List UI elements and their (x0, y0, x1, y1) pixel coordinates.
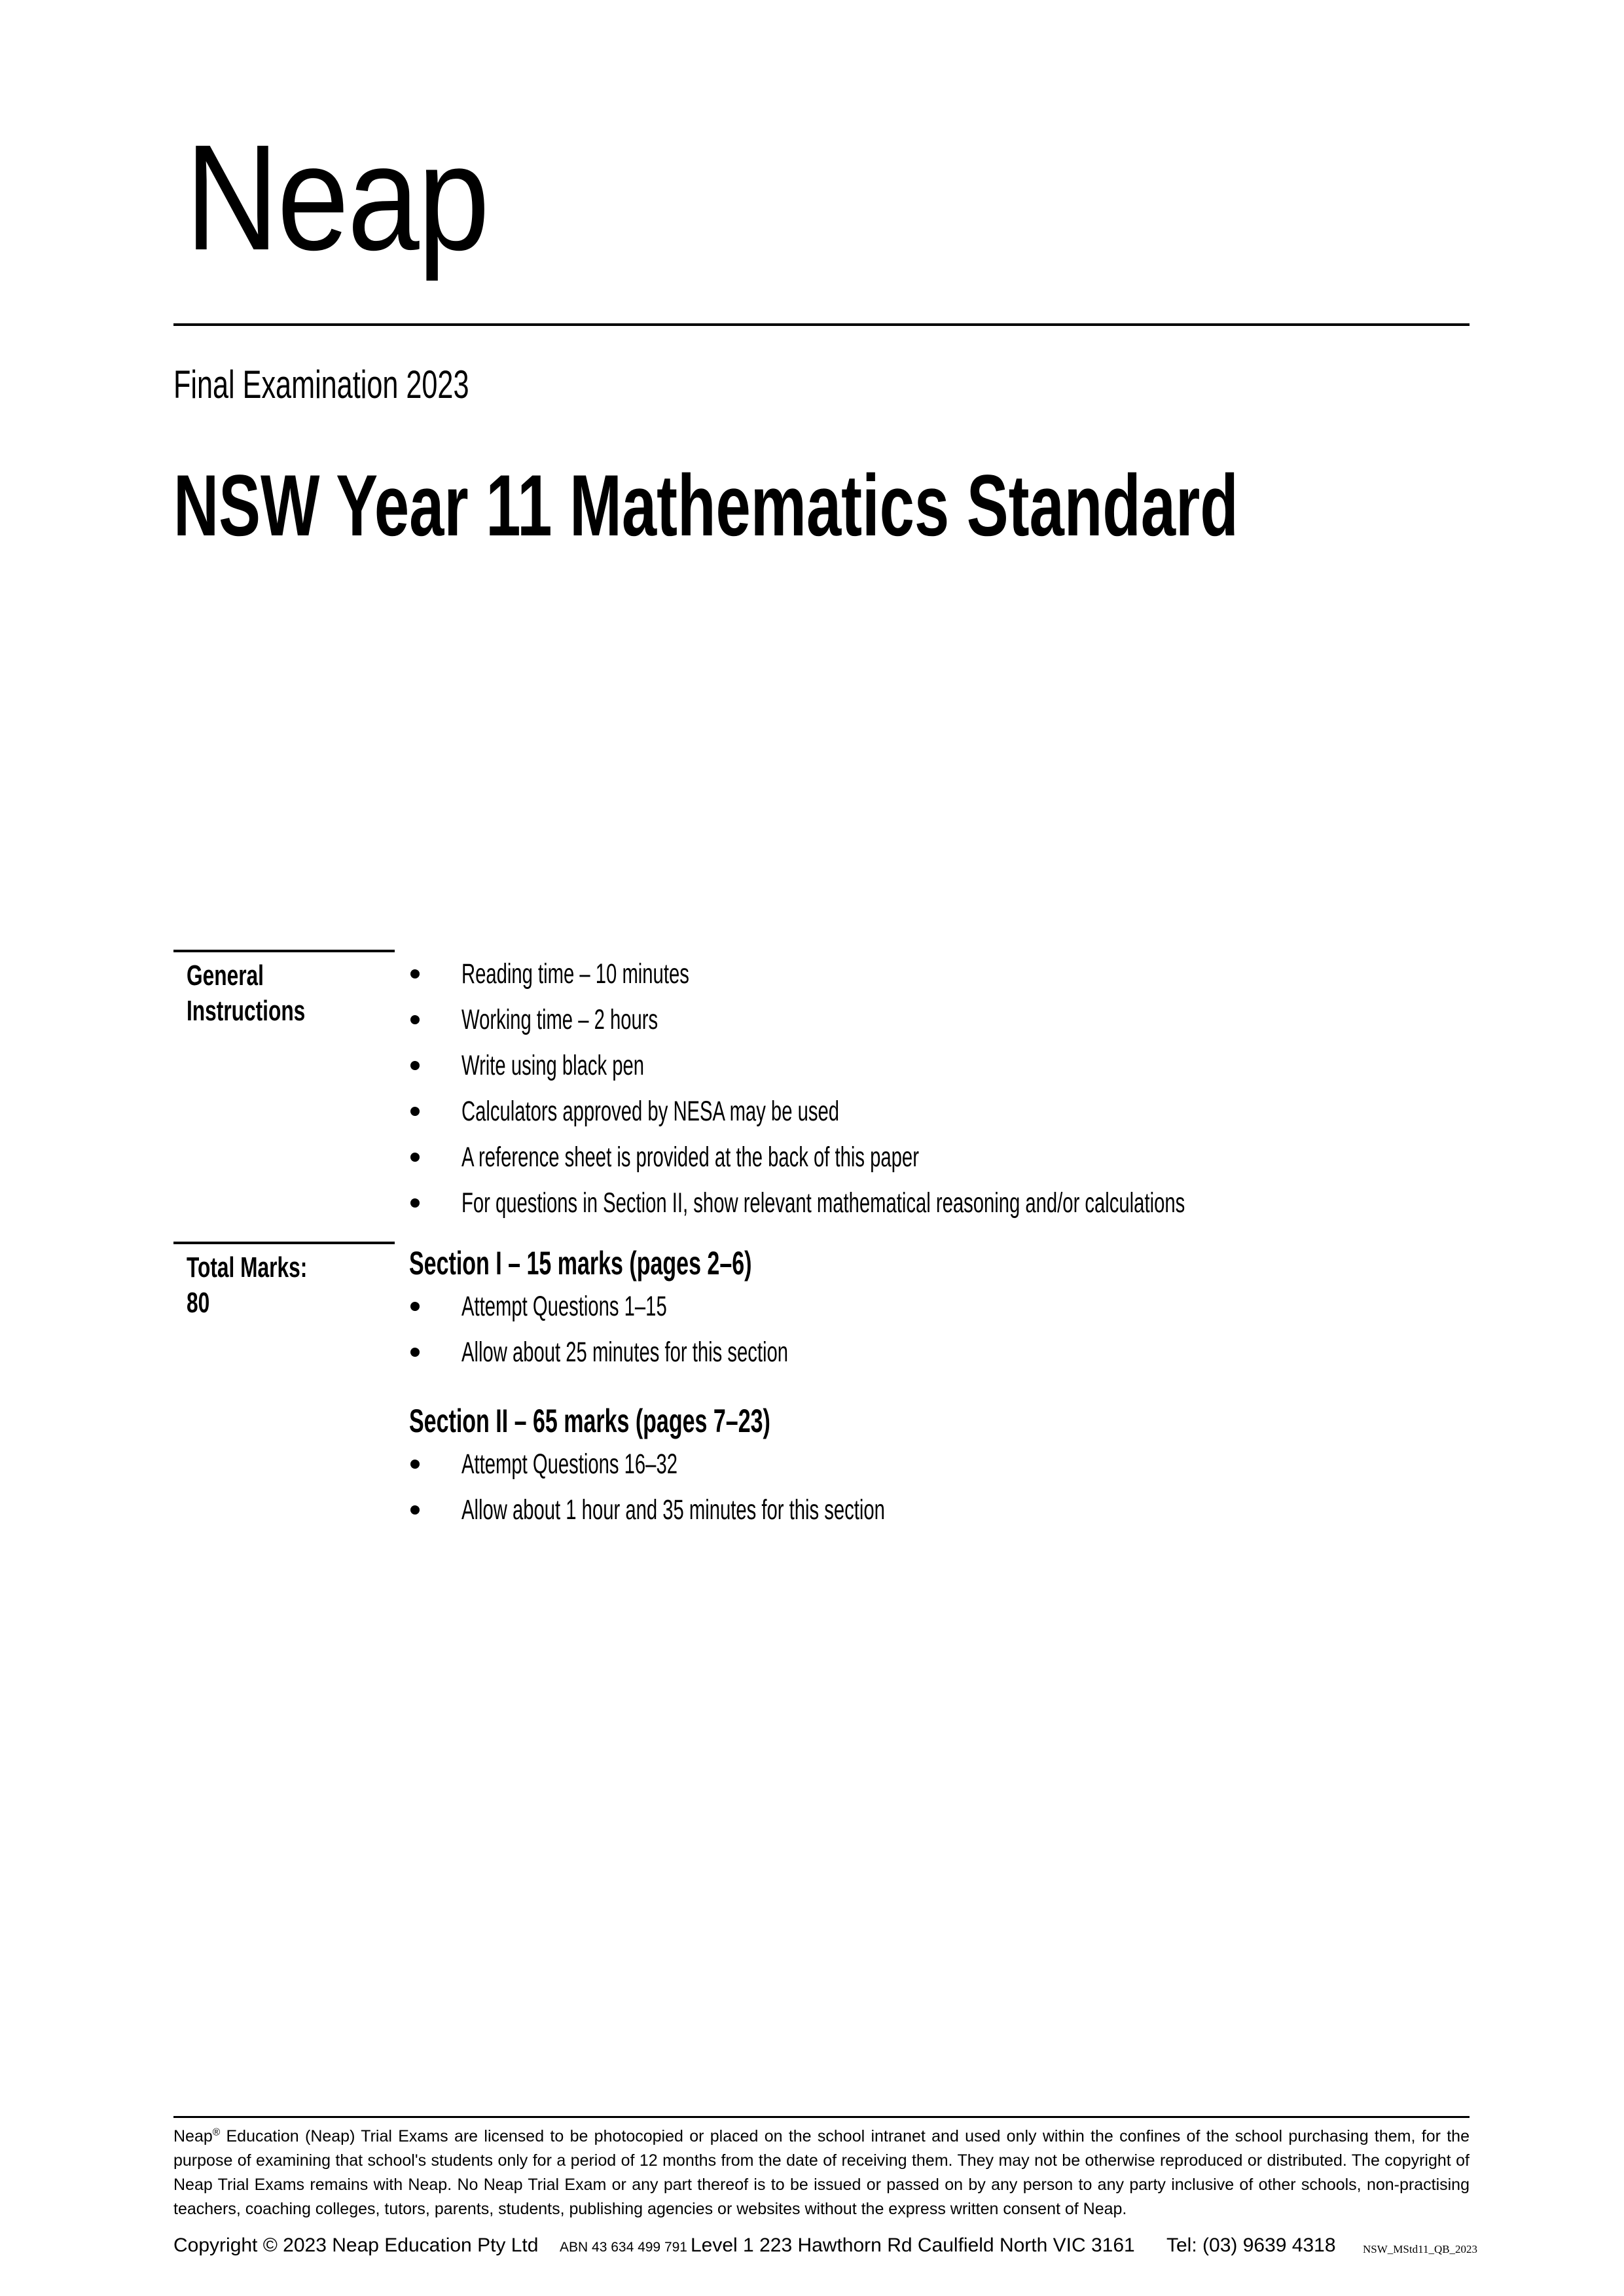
neap-logo-text: Neap (185, 113, 488, 281)
section-2-item (410, 1493, 1084, 1527)
section-2-heading (409, 1401, 941, 1441)
document-code: NSW_MStd11_QB_2023 (1363, 2243, 1478, 2255)
section-1-item-text: Attempt Questions 1–15 (461, 1291, 667, 1322)
copyright-text: Copyright © 2023 Neap Education Pty Ltd (173, 2234, 539, 2256)
exam-series-text: Final Examination 2023 (173, 363, 469, 406)
address-text: Level 1 223 Hawthorn Rd Caulfield North VIC 3161 (691, 2234, 1135, 2256)
general-instructions-label (187, 958, 352, 1029)
neap-logo (185, 113, 537, 281)
bullet-icon (410, 1153, 420, 1162)
bullet-icon (410, 1061, 420, 1070)
section-2-item-text: Allow about 1 hour and 35 minutes for this section (461, 1494, 885, 1526)
licence-text (173, 2125, 1470, 2221)
total-marks-label-text: Total Marks: (187, 1251, 308, 1283)
bullet-icon (410, 1505, 420, 1515)
registered-trademark-icon: ® (212, 2126, 221, 2138)
licence-prefix: Neap (173, 2127, 213, 2145)
bullet-icon (410, 1015, 420, 1024)
exam-series (173, 361, 584, 408)
instruction-text: Reading time – 10 minutes (461, 958, 689, 990)
instruction-item (410, 1049, 730, 1083)
bullet-icon (410, 1460, 420, 1469)
instruction-text: A reference sheet is provided at the back of this paper (461, 1141, 919, 1173)
section-1-item-text: Allow about 25 minutes for this section (461, 1336, 788, 1368)
instruction-text: Calculators approved by NESA may be used (461, 1096, 839, 1127)
instruction-text: For questions in Section II, show relevant mathematical reasoning and/or calculations (461, 1187, 1185, 1219)
bullet-icon (410, 969, 420, 978)
licence-body: Education (Neap) Trial Exams are licensed to be photocopied or placed on the school intranet and used only within the confines of the school purchasing them, for the purpose of examining that school's students only for a period of 12 months from the date of receiving them. They may not be otherwise reproduced or distributed. The copyright of Neap Trial Exams remains with Neap. No Neap Trial Exam or any part thereof is to be issued or passed on by any person to any party inclusive of other schools, non-practising teachers, coaching colleges, tutors, parents, students, publishing agencies or websites without the express written consent of Neap. (173, 2127, 1470, 2218)
section-1-item (410, 1289, 763, 1323)
general-instructions-label-line1: General (187, 960, 264, 992)
section-1-item (410, 1335, 942, 1369)
footer-divider (173, 2116, 1470, 2118)
header-divider (173, 323, 1470, 326)
total-marks-value: 80 (187, 1287, 210, 1319)
instruction-item (410, 1003, 750, 1037)
bullet-icon (410, 1348, 420, 1357)
exam-title (173, 457, 1624, 554)
section-2-item-text: Attempt Questions 16–32 (461, 1448, 677, 1480)
general-instructions-divider (173, 950, 395, 952)
bullet-icon (410, 1107, 420, 1116)
total-marks-divider (173, 1242, 395, 1244)
instruction-item (410, 1094, 1017, 1128)
abn-text: ABN 43 634 499 791 (560, 2240, 687, 2255)
section-1-heading (409, 1244, 913, 1283)
bullet-icon (410, 1302, 420, 1311)
bullet-icon (410, 1198, 420, 1208)
instruction-item (410, 1140, 1134, 1174)
telephone-text: Tel: (03) 9639 4318 (1166, 2234, 1336, 2256)
instruction-item (410, 1186, 1525, 1220)
instruction-text: Write using black pen (461, 1050, 645, 1081)
instruction-text: Working time – 2 hours (461, 1004, 659, 1035)
section-2-item (410, 1447, 779, 1481)
instruction-item (410, 957, 797, 991)
general-instructions-label-line2: Instructions (187, 995, 306, 1027)
total-marks-label (187, 1250, 354, 1321)
section-1-heading-text: Section I – 15 marks (pages 2–6) (409, 1245, 752, 1282)
exam-title-text: NSW Year 11 Mathematics Standard (173, 457, 1238, 554)
section-2-heading-text: Section II – 65 marks (pages 7–23) (409, 1403, 770, 1439)
